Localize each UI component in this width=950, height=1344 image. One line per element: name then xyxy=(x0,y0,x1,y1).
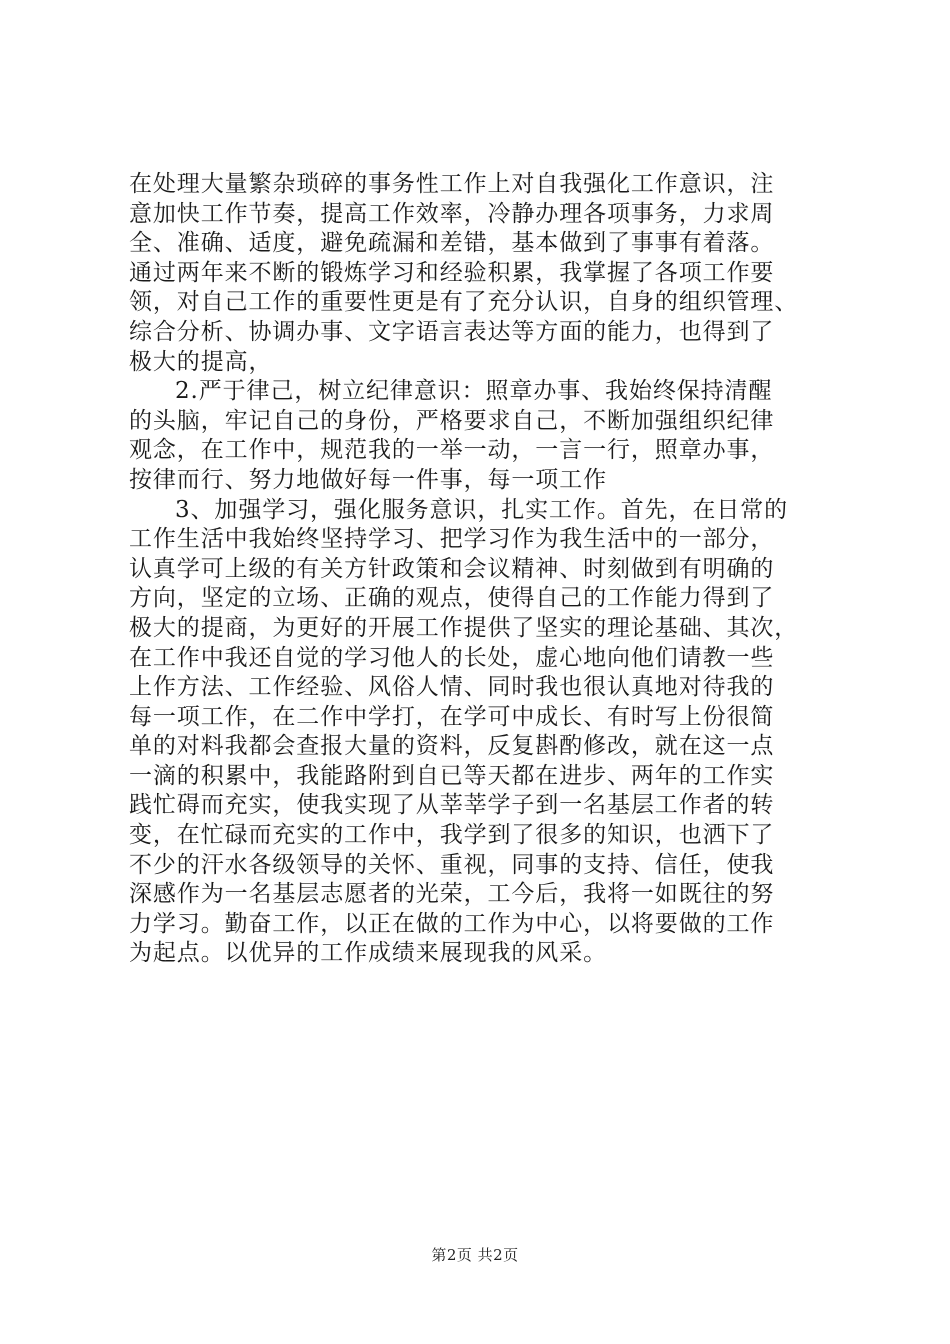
text-line: 在工作中我还自觉的学习他人的长处，虚心地向他们请教一些 xyxy=(129,644,775,671)
text-line: 极大的提商，为更好的开展工作提供了坚实的理论基础、其次， xyxy=(129,614,799,641)
page-number-footer: 第2页 共2页 xyxy=(431,1246,519,1264)
text-line: 全、准确、适度，避免疏漏和差错，基本做到了事事有着落。 xyxy=(129,230,775,257)
text-line: 单的对料我都会查报大量的资料，反复斟酌修改，就在这一点 xyxy=(129,733,775,760)
text-line: 力学习。勤奋工作，以正在做的工作为中心，以将要做的工作 xyxy=(129,910,775,937)
text-line: 每一项工作，在二作中学打，在学可中成长、有时写上份很简 xyxy=(129,703,775,730)
paragraph-start-line: 2.严于律己，树立纪律意识：照章办事、我始终保持清醒 xyxy=(175,378,773,405)
text-line: 认真学可上级的有关方针政策和会议精神、时刻做到有明确的 xyxy=(129,555,775,582)
text-line: 的头脑，牢记自己的身份，严格要求自己，不断加强组织纪律 xyxy=(129,407,775,434)
text-line: 不少的汗水各级领导的关怀、重视，同事的支持、信任，使我 xyxy=(129,851,775,878)
document-body xyxy=(129,170,829,969)
text-line: 践忙碍而充实，使我实现了从莘莘学子到一名基层工作者的转 xyxy=(129,792,775,819)
text-line: 领，对自己工作的重要性更是有了充分认识，自身的组织管理、 xyxy=(129,289,799,316)
text-line: 观念，在工作中，规范我的一举一动，一言一行，照章办事， xyxy=(129,437,775,464)
text-line: 方向，坚定的立场、正确的观点，使得自己的工作能力得到了 xyxy=(129,585,775,612)
text-line: 一滴的积累中，我能路附到自已等天都在进步、两年的工作实 xyxy=(129,762,775,789)
paragraph-start-line: 3、加强学习，强化服务意识，扎实工作。首先，在日常的 xyxy=(175,496,789,523)
text-line: 综合分析、协调办事、文字语言表达等方面的能力，也得到了 xyxy=(129,318,775,345)
text-line: 为起点。以优异的工作成绩来展现我的风采。 xyxy=(129,940,607,967)
text-line: 深感作为一名基层志愿者的光荣，工今后，我将一如既往的努 xyxy=(129,881,775,908)
text-line: 按律而行、努力地做好每一件事，每一项工作 xyxy=(129,466,607,493)
text-line: 极大的提高， xyxy=(129,348,273,375)
text-line: 通过两年来不断的锻炼学习和经验积累，我掌握了各项工作要 xyxy=(129,259,775,286)
text-line: 变，在忙碌而充实的工作中，我学到了很多的知识，也洒下了 xyxy=(129,822,775,849)
text-line: 意加快工作节奏，提高工作效率，冷静办理各项事务，力求周 xyxy=(129,200,775,227)
text-line: 在处理大量繁杂琐碎的事务性工作上对自我强化工作意识，注 xyxy=(129,171,775,197)
text-line: 上作方法、工作经验、风俗人情、同时我也很认真地对待我的 xyxy=(129,674,775,701)
text-line: 工作生活中我始终坚持学习、把学习作为我生活中的一部分， xyxy=(129,526,775,553)
